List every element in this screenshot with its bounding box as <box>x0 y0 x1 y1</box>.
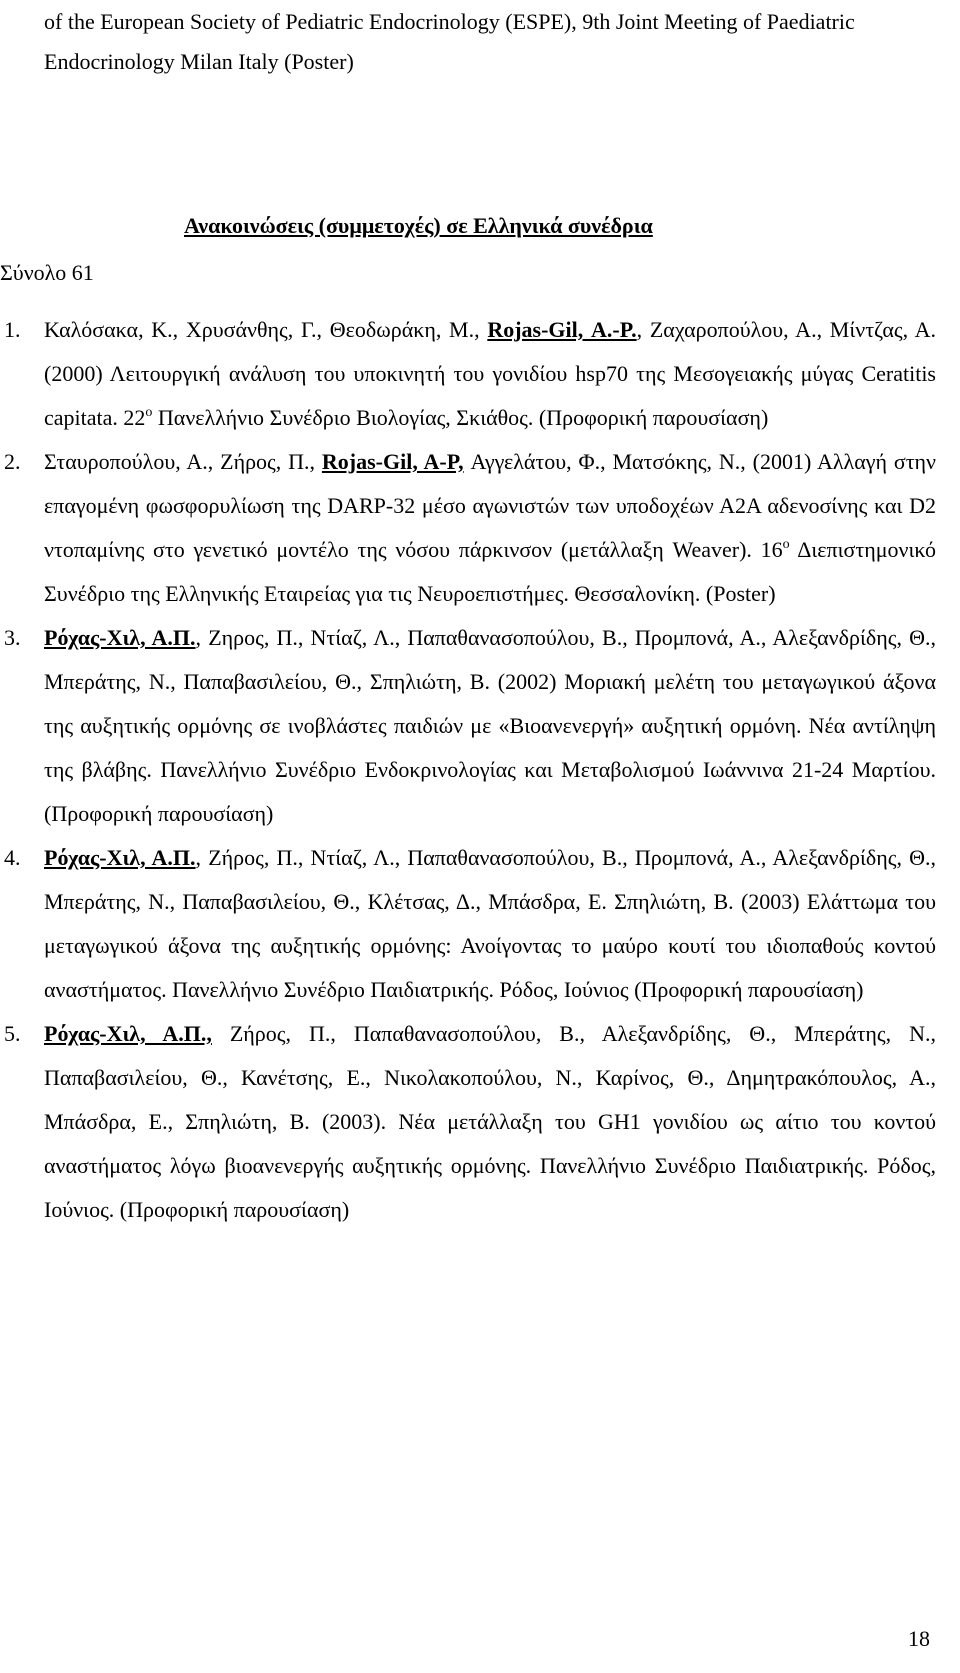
reference-number: 5. <box>4 1021 21 1046</box>
reference-authors: Σταυροπούλου, Α., Ζήρος, Π., <box>44 449 322 474</box>
section-heading: Ανακοινώσεις (συμμετοχές) σε Ελληνικά συνέδρια <box>184 213 653 238</box>
reference-list <box>0 308 960 1232</box>
reference-text <box>44 1012 936 1232</box>
reference-number: 3. <box>4 625 21 650</box>
highlighted-author: Rojas-Gil, Α.-Ρ. <box>487 317 637 342</box>
list-item <box>0 836 960 1012</box>
list-item <box>0 616 960 836</box>
list-item <box>0 440 960 616</box>
reference-body: Ζήρος, Π., Παπαθανασοπούλου, Β., Αλεξανδρίδης, Θ., Μπεράτης, Ν., Παπαβασιλείου, Θ., Κανέτσης, Ε., Νικολακοπούλου, Ν., Καρίνος, Θ., Δημητρακόπουλος, Α., Μπάσδρα, Ε., Σπηλιώτη, Β. (2003). Νέα μετάλλαξη του GH1 γονιδίου ως αίτιο του κοντού αναστήματος λόγω βιοανενεργής αυξητικής ορμόνης. Πανελλήνιο Συνέδριο Παιδιατρικής. Ρόδος, Ιούνιος. (Προφορική παρουσίαση) <box>44 1021 937 1222</box>
highlighted-author: Ρόχας-Χιλ, Α.Π. <box>44 845 196 870</box>
ordinal-superscript: ο <box>782 537 790 552</box>
reference-number: 4. <box>4 845 21 870</box>
list-item <box>0 1012 960 1232</box>
reference-body: , Ζαχαροπούλου, Α., Μίντζας, Α. (2000) Λειτουργική ανάλυση του υποκινητή του γονιδίου hsp70 της Μεσογειακής μύγας Ceratitis capitata. 22 <box>44 317 936 430</box>
page-number: 18 <box>908 1626 930 1651</box>
reference-body: , Ζήρος, Π., Ντίαζ, Λ., Παπαθανασοπούλου, Β., Προμπονά, Α., Αλεξανδρίδης, Θ., Μπεράτης, Ν., Παπαβασιλείου, Θ., Κλέτσας, Δ., Μπάσδρα, Ε. Σπηλιώτη, Β. (2003) Ελάττωμα του μεταγωγικού άξονα της αυξητικής ορμόνης: Ανοίγοντας το μαύρο κουτί του ιδιοπαθούς κοντού αναστήματος. Πανελλήνιο Συνέδριο Παιδιατρικής. Ρόδος, Ιούνιος (Προφορική παρουσίαση) <box>44 845 936 1002</box>
reference-venue: Πανελλήνιο Συνέδριο Βιολογίας, Σκιάθος. (Προφορική παρουσίαση) <box>152 405 769 430</box>
ordinal-superscript: ο <box>145 405 153 420</box>
reference-text <box>44 836 936 1012</box>
total-count: Σύνολο 61 <box>0 260 94 285</box>
reference-body: , Ζηρος, Π., Ντίαζ, Λ., Παπαθανασοπούλου, Β., Προμπονά, Α., Αλεξανδρίδης, Θ., Μπεράτης, Ν., Παπαβασιλείου, Θ., Σπηλιώτη, Β. (2002) Μοριακή μελέτη του μεταγωγικού άξονα της αυξητικής ορμόνης σε ινοβλάστες παιδιών με «Βιοανενεργή» αυξητική ορμόνη. Νέα αντίληψη της βλάβης. Πανελλήνιο Συνέδριο Ενδοκρινολογίας και Μεταβολισμού Ιωάννινα 21-24 Μαρτίου. (Προφορική παρουσίαση) <box>44 625 936 826</box>
highlighted-author: Ρόχας-Χιλ, Α.Π., <box>44 1021 212 1046</box>
reference-text <box>44 308 936 440</box>
reference-text <box>44 616 936 836</box>
reference-text <box>44 440 936 616</box>
reference-body: Αγγελάτου, Φ., Ματσόκης, Ν., (2001) Αλλαγή στην επαγομένη φωσφορυλίωση της DARP-32 μέσο αγωνιστών των υποδοχέων Α2Α αδενοσίνης και D2 ντοπαμίνης στο γενετικό μοντέλο της νόσου πάρκινσον (μετάλλαξη Weaver). 16 <box>44 449 936 562</box>
list-item <box>0 308 960 440</box>
intro-paragraph: of the European Society of Pediatric Endocrinology (ESPE), 9th Joint Meeting of Paediatric Endocrinology Milan Italy (Poster) <box>44 9 855 74</box>
reference-number: 1. <box>4 317 21 342</box>
highlighted-author: Rojas-Gil, A-P, <box>321 449 464 474</box>
reference-venue: Διεπιστημονικό Συνέδριο της Ελληνικής Εταιρείας για τις Νευροεπιστήμες. Θεσσαλονίκη. (Poster) <box>44 537 936 606</box>
highlighted-author: Ρόχας-Χιλ, Α.Π. <box>44 625 196 650</box>
reference-authors: Καλόσακα, Κ., Χρυσάνθης, Γ., Θεοδωράκη, Μ., <box>44 317 488 342</box>
reference-number: 2. <box>4 449 21 474</box>
